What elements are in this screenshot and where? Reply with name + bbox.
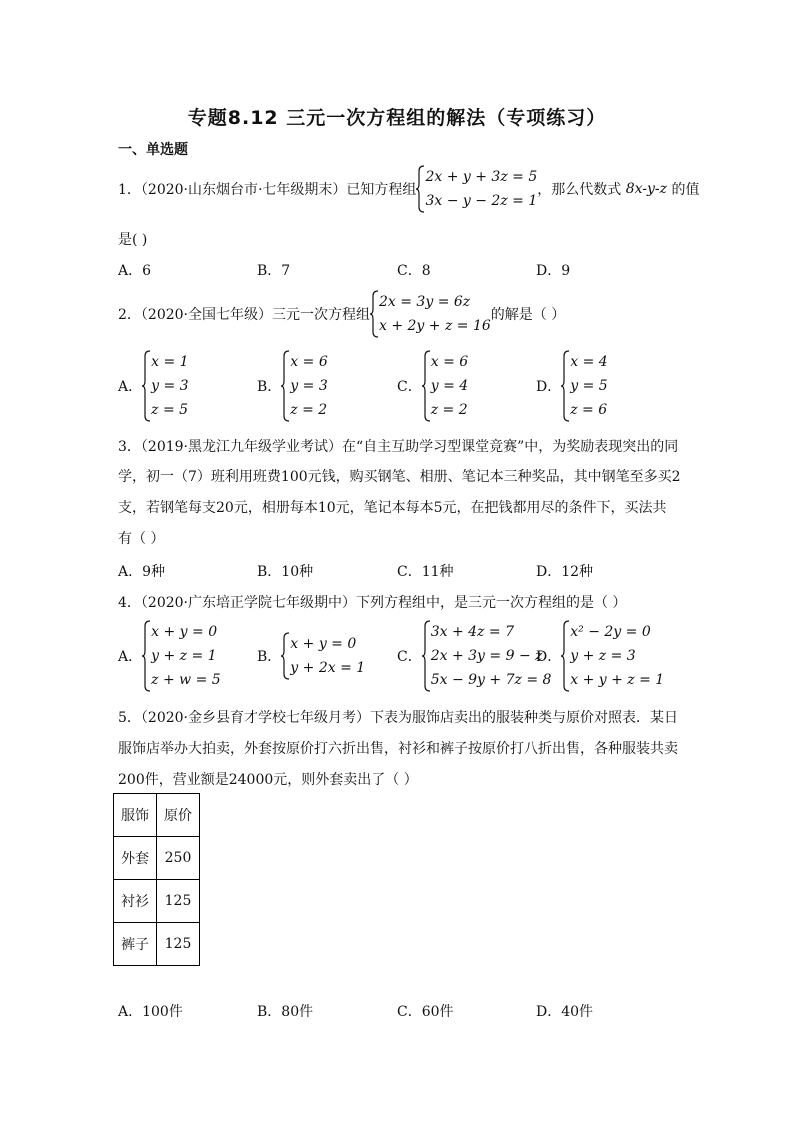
q1-option-a[interactable]: A．6	[118, 263, 152, 279]
q4-option-a-eq: z + w = 5	[151, 672, 221, 688]
table-header-cell: 原价	[157, 794, 200, 837]
brace-icon	[370, 290, 379, 338]
q2-option-a-eq: x = 1	[151, 354, 189, 370]
q1-suffix-2: 的值	[671, 182, 700, 198]
q4-option-c-label: C．	[397, 649, 422, 665]
q4-option-c-eq: 5x − 9y + 7z = 8	[430, 672, 552, 688]
table-header-row	[114, 794, 200, 837]
price-table	[113, 793, 200, 966]
q2-option-c-eq: y = 4	[430, 378, 469, 394]
q1-option-d[interactable]: D．9	[536, 263, 571, 279]
table-row	[114, 837, 200, 880]
q3-option-b[interactable]: B．10种	[257, 564, 314, 580]
q4-option-d-label: D．	[536, 649, 562, 665]
question-1	[118, 165, 699, 213]
q4-option-a[interactable]	[118, 620, 221, 692]
question-2	[118, 290, 565, 338]
q3-option-c[interactable]: C．11种	[397, 564, 454, 580]
brace-icon	[561, 350, 570, 422]
q3-line: 学，初一（7）班利用班费100元钱，购买钢笔、相册、笔记本三种奖品，其中钢笔至多买2	[118, 469, 681, 485]
q1-eq-2: 3x − y − 2z = 1	[425, 193, 538, 209]
q2-option-a-eq: z = 5	[151, 402, 189, 418]
q4-option-c-eq: 3x + 4z = 7	[430, 624, 514, 640]
q2-option-d-eq: z = 6	[570, 402, 608, 418]
q2-option-b-eq: y = 3	[290, 378, 328, 394]
q2-system	[370, 290, 491, 338]
table-cell: 裤子	[114, 923, 157, 966]
table-header-cell: 服饰	[114, 794, 157, 837]
question-4: 4．（2020·广东培正学院七年级期中）下列方程组中，是三元一次方程组的是（ ）	[118, 595, 627, 611]
brace-icon	[142, 350, 151, 422]
q5-option-c[interactable]: C．60件	[397, 1004, 454, 1020]
table-cell: 250	[157, 837, 200, 880]
q2-option-b-label: B．	[257, 379, 282, 395]
q2-option-a[interactable]	[118, 350, 189, 422]
q2-option-a-eq: y = 3	[151, 378, 189, 394]
q4-option-b[interactable]	[257, 632, 365, 680]
q2-option-b-eq: z = 2	[290, 402, 328, 418]
table-cell: 衬衫	[114, 880, 157, 923]
q1-line-2: 是( )	[118, 232, 148, 248]
brace-icon	[281, 632, 290, 680]
q4-option-b-eq: x + y = 0	[290, 636, 357, 652]
q5-line: 5．（2020·金乡县育才学校七年级月考）下表为服饰店卖出的服装种类与原价对照表．某日	[118, 710, 678, 726]
q2-suffix: 的解是（ ）	[490, 307, 566, 323]
q2-option-d-eq: y = 5	[570, 378, 608, 394]
q5-option-b[interactable]: B．80件	[257, 1004, 314, 1020]
q3-option-a[interactable]: A．9种	[118, 564, 166, 580]
q4-option-c-eq: 2x + 3y = 9 − z	[430, 648, 543, 664]
q4-option-b-label: B．	[257, 649, 282, 665]
q1-option-c[interactable]: C．8	[397, 263, 431, 279]
table-cell: 外套	[114, 837, 157, 880]
q4-option-c[interactable]	[397, 620, 551, 692]
q2-option-b-eq: x = 6	[290, 354, 328, 370]
q4-option-b-eq: y + 2x = 1	[290, 660, 366, 676]
brace-icon	[281, 350, 290, 422]
q2-prefix: 2．（2020·全国七年级）三元一次方程组	[118, 307, 370, 323]
q4-option-a-eq: y + z = 1	[151, 648, 217, 664]
q1-eq-1: 2x + y + 3z = 5	[425, 169, 538, 185]
q3-line: 支，若钢笔每支20元，相册每本10元，笔记本每本5元，在把钱都用尽的条件下，买法共	[118, 500, 667, 516]
brace-icon	[142, 620, 151, 692]
q2-eq-2: x + 2y + z = 16	[379, 318, 491, 334]
q1-expression: 8x-y-z	[625, 181, 667, 197]
brace-icon	[422, 620, 431, 692]
brace-icon	[422, 350, 431, 422]
q2-option-c-eq: z = 2	[430, 402, 468, 418]
q2-option-b[interactable]	[257, 350, 328, 422]
brace-icon	[561, 620, 570, 692]
q4-option-a-label: A．	[118, 649, 143, 665]
page-title: 专题8.12 三元一次方程组的解法（专项练习）	[187, 107, 607, 129]
q1-suffix: ，那么代数式	[537, 182, 622, 198]
q2-eq-1: 2x = 3y = 6z	[379, 294, 471, 310]
q2-option-c[interactable]	[397, 350, 468, 422]
table-row	[114, 923, 200, 966]
q4-option-a-eq: x + y = 0	[151, 624, 218, 640]
table-row	[114, 880, 200, 923]
q5-option-a[interactable]: A．100件	[118, 1004, 183, 1020]
q2-option-c-eq: x = 6	[430, 354, 469, 370]
q4-option-d-eq: x² − 2y = 0	[570, 624, 651, 640]
q2-option-d[interactable]	[536, 350, 608, 422]
q2-option-d-label: D．	[536, 379, 562, 395]
q2-option-a-label: A．	[118, 379, 143, 395]
q2-option-c-label: C．	[397, 379, 422, 395]
q1-prefix: 1．（2020·山东烟台市·七年级期末）已知方程组	[118, 182, 417, 198]
table-cell: 125	[157, 923, 200, 966]
q5-line: 服饰店举办大拍卖，外套按原价打六折出售，衬衫和裤子按原价打八折出售，各种服装共卖	[118, 741, 678, 757]
section-heading: 一、单选题	[118, 142, 188, 158]
q1-option-b[interactable]: B．7	[257, 263, 291, 279]
q3-option-d[interactable]: D．12种	[536, 564, 594, 580]
brace-icon	[416, 165, 425, 213]
q1-system	[416, 165, 537, 213]
q3-line: 有（ ）	[118, 531, 165, 547]
q3-line: 3．（2019·黑龙江九年级学业考试）在“自主互助学习型课堂竞赛”中，为奖励表现突出的同	[118, 439, 679, 455]
q4-option-d[interactable]	[536, 620, 664, 692]
q2-option-d-eq: x = 4	[570, 354, 608, 370]
q5-option-d[interactable]: D．40件	[536, 1004, 594, 1020]
q5-line: 200件，营业额是24000元，则外套卖出了（ ）	[118, 772, 418, 788]
table-cell: 125	[157, 880, 200, 923]
q4-option-d-eq: x + y + z = 1	[570, 672, 665, 688]
q4-option-d-eq: y + z = 3	[570, 648, 636, 664]
